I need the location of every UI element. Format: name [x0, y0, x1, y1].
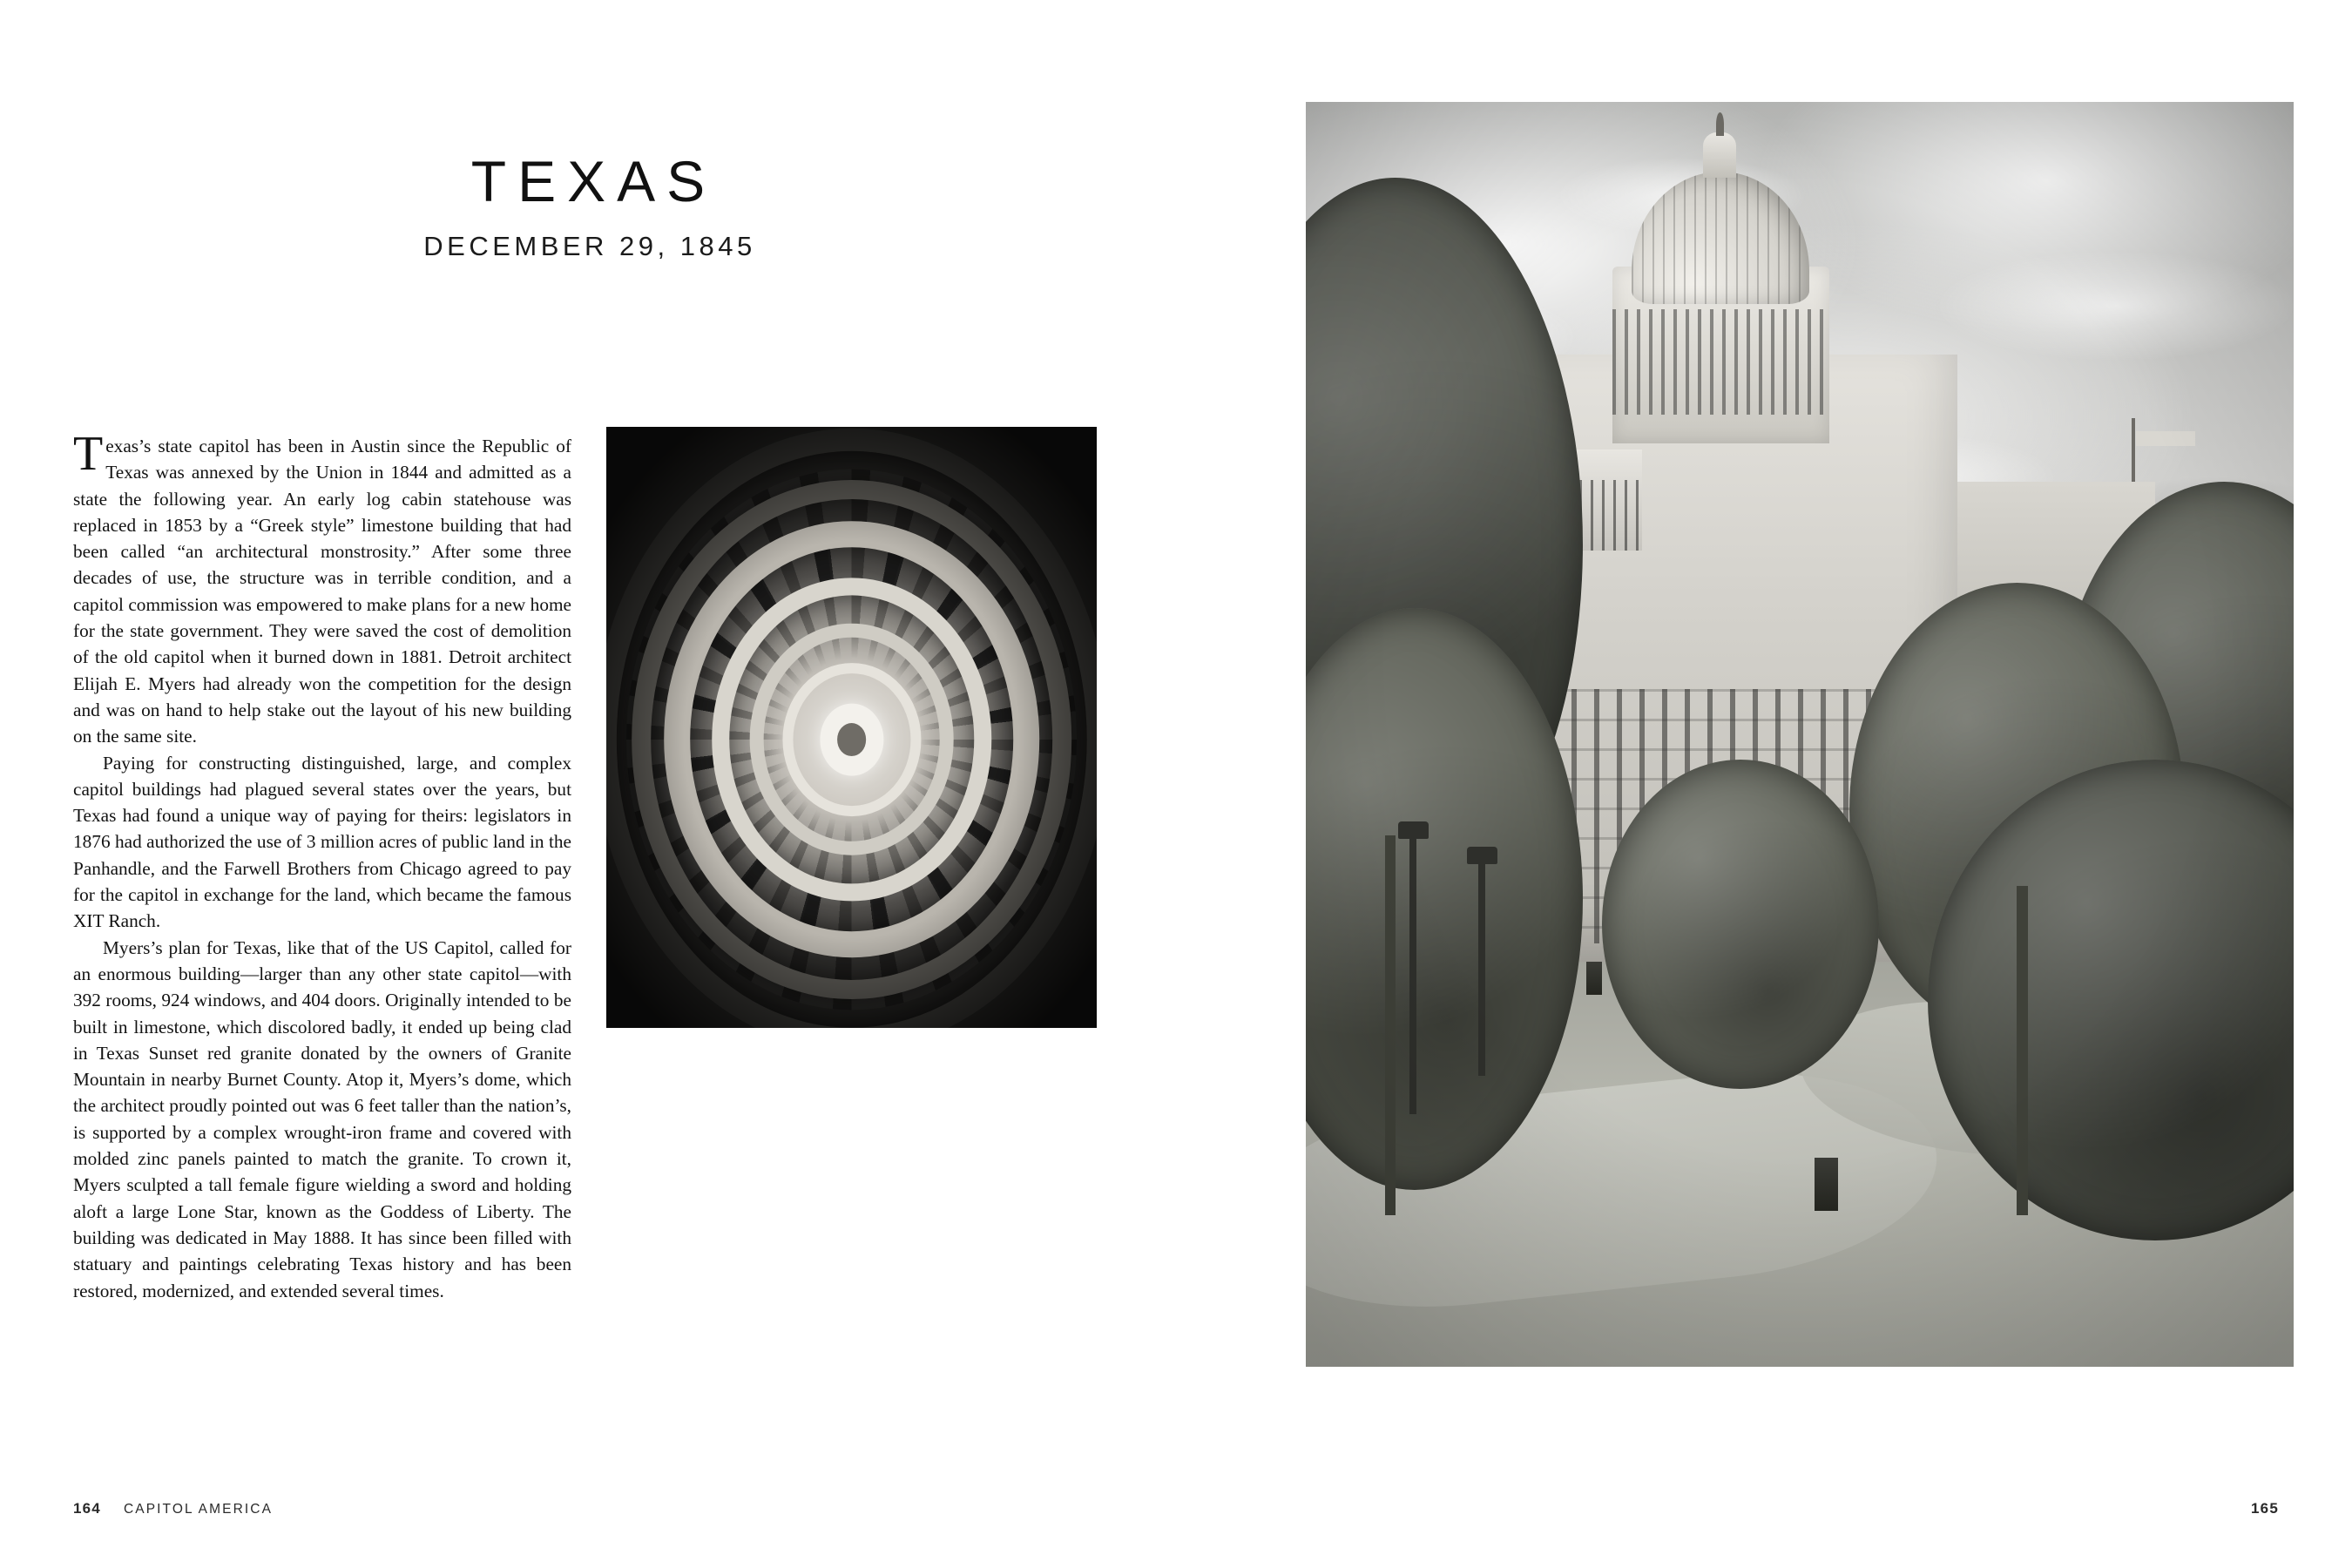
texas-state-capitol-exterior-photo: [1306, 102, 2294, 1367]
capitol-rotunda-dome-interior-photo: [606, 427, 1097, 1028]
page-title: TEXAS: [470, 149, 717, 213]
dome-vignette: [606, 427, 1097, 1028]
right-page-number: 165: [2251, 1500, 2279, 1517]
folio-left: [73, 1500, 273, 1517]
dome-photo-inner: [606, 427, 1097, 1028]
article-body: [73, 427, 571, 1304]
paragraph-1-text: exas’s state capitol has been in Austin since the Republic of Texas was annexed by the Union in 1844 and admitted as a state the following year. An early log cabin statehouse was replaced in 1853 by a “Greek style” limestone building that had been called “an architectural monstrosity.” After some three decades of use, the structure was in terrible condition, and a capitol commission was empowered to make plans for a new home for the state government. They were saved the cost of demolition of the old capitol when it burned down in 1881. Detroit architect Elijah E. Myers had already won the competition for the design and was on hand to help stake out the layout of his new building on the same site.: [73, 436, 571, 747]
running-head-book-title: CAPITOL AMERICA: [123, 1502, 274, 1517]
left-page-number: 164: [73, 1500, 101, 1517]
page-subtitle-date: DECEMBER 29, 1845: [423, 231, 756, 261]
photo-vignette: [1306, 102, 2294, 1367]
paragraph-3: Myers’s plan for Texas, like that of the US Capitol, called for an enormous building—larger than any other state capitol—with 392 rooms, 924 windows, and 404 doors. Originally intended to be built in limestone, which discolored badly, it ended up being clad in Texas Sunset red granite donated by the owners of Granite Mountain in nearby Burnet County. Atop it, Myers’s dome, which the architect proudly pointed out was 6 feet taller than the nation’s, is supported by a complex wrought-iron frame and covered with molded zinc panels painted to match the granite. To crown it, Myers sculpted a tall female figure wielding a sword and holding aloft a large Lone Star, known as the Goddess of Liberty. The building was dedicated in May 1888. It has since been filled with statuary and paintings celebrating Texas history and has been restored, modernized, and extended several times.: [73, 936, 571, 1301]
paragraph-2: Paying for constructing distinguished, large, and complex capitol buildings had plagued several states over the years, but Texas had found a unique way of paying for theirs: legislators in 1876 had authorized the use of 3 million acres of public land in the Panhandle, and the Farwell Brothers from Chicago agreed to pay for the capitol in exchange for the land, which became the famous XIT Ranch.: [73, 752, 571, 932]
paragraph-1: [73, 427, 571, 750]
drop-cap: T: [73, 427, 104, 481]
